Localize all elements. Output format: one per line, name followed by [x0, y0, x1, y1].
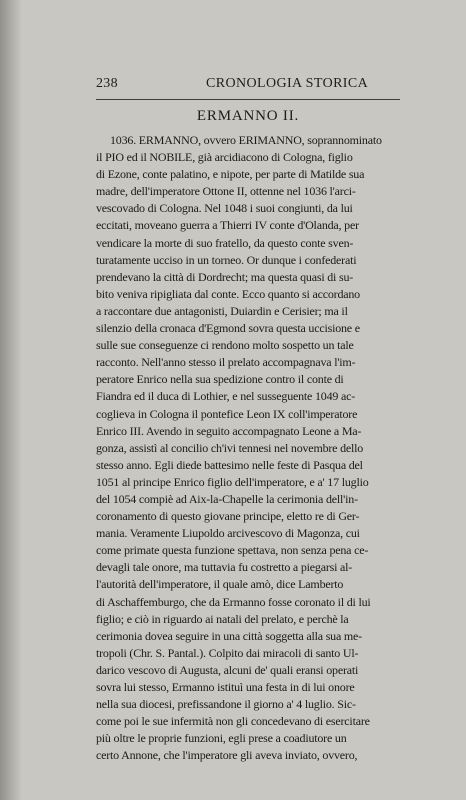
text-line: come primate questa funzione spettava, non senza pena ce-: [96, 543, 369, 558]
text-line: a raccontare due antagonisti, Duiardin e Cerisier; ma il: [96, 303, 348, 318]
text-line: sovra lui stesso, Ermanno istituì una festa in di lui onore: [96, 680, 355, 694]
page-number: 238: [96, 76, 118, 91]
text-line: più oltre le proprie funzioni, egli prese a coadiutore un: [96, 731, 347, 746]
text-line: tropoli (Chr. S. Pantal.). Colpito dai miracoli di santo Ul-: [96, 645, 359, 660]
text-line: certo Annone, che l'imperatore gli aveva inviato, ovvero,: [96, 748, 358, 763]
text-line: coronamento di questo giovane principe, eletto re di Ger-: [96, 509, 360, 524]
running-header: [96, 76, 390, 96]
section-title: ERMANNO II.: [196, 108, 300, 124]
text-line: stesso anno. Egli diede battesimo nelle feste di Pasqua del: [96, 457, 363, 472]
text-line: cerimonia dovea seguire in una città soggetta alla sua me-: [96, 628, 362, 643]
text-line: di Ezone, conte palatino, e nipote, per parte di Matilde sua: [96, 167, 365, 182]
page-edge-shadow: [0, 0, 22, 800]
text-line: prendevano la città di Dordrecht; ma questa quasi di su-: [96, 269, 354, 284]
text-line: vescovado di Cologna. Nel 1048 i suoi congiunti, da lui: [96, 201, 353, 216]
text-line: 1051 al principe Enrico figlio dell'imperatore, e a' 17 luglio: [96, 474, 369, 489]
text-line: eccitati, moveano guerra a Thierri IV conte d'Olanda, per: [96, 218, 359, 233]
text-line: figlio; e ciò in riguardo ai natali del prelato, e perchè la: [96, 611, 349, 626]
body-text: [96, 132, 400, 764]
text-line: come poi le sue infermità non gli concedevano di esercitare: [96, 714, 370, 729]
text-line: del 1054 compiè ad Aix-la-Chapelle la cerimonia dell'in-: [96, 491, 358, 506]
text-line: madre, dell'imperatore Ottone II, ottenne nel 1036 l'arci-: [96, 184, 356, 199]
text-line: darico vescovo di Augusta, alcuni de' quali eransi operati: [96, 662, 359, 677]
text-line: 1036. ERMANNO, ovvero ERIMANNO, soprannominato: [110, 133, 382, 147]
text-line: vendicare la morte di suo fratello, da questo conte sven-: [96, 235, 354, 250]
text-line: bito veniva ripigliata dal conte. Ecco quanto si accordano: [96, 286, 360, 301]
text-line: gonza, assistì al concilio ch'ivi tennesi nel novembre dello: [96, 440, 364, 455]
text-line: il PIO ed il NOBILE, già arcidiacono di Cologna, figlio: [96, 150, 353, 165]
text-line: Enrico III. Avendo in seguito accompagnato Leone a Ma-: [96, 423, 362, 438]
text-line: racconto. Nell'anno stesso il prelato accompagnava l'im-: [96, 355, 356, 370]
header-rule: [96, 99, 400, 100]
text-line: l'autorità dell'imperatore, il quale amò, dice Lamberto: [96, 577, 344, 592]
text-line: Fiandra ed il duca di Lothier, e nel susseguente 1049 ac-: [96, 389, 356, 404]
text-line: peratore Enrico nella sua spedizione contro il conte di: [96, 372, 344, 387]
text-line: nella sua diocesi, prefissandone il giorno a' 4 luglio. Sic-: [96, 697, 356, 712]
text-line: mania. Veramente Liupoldo arcivescovo di Magonza, cui: [96, 526, 360, 541]
text-line: coglieva in Cologna il pontefice Leon IX coll'imperatore: [96, 406, 358, 421]
text-line: turatamente ucciso in un torneo. Or dunque i confederati: [96, 252, 357, 267]
running-title: CRONOLOGIA STORICA: [206, 76, 369, 91]
text-line: devagli tale onore, ma tuttavia fu costretto a piegarsi al-: [96, 560, 353, 575]
text-line: silenzio della cronaca d'Egmond sovra questa uccisione e: [96, 321, 360, 336]
text-line: di Aschaffemburgo, che da Ermanno fosse coronato il di lui: [96, 594, 371, 609]
text-line: sulle sue conseguenze ci rendono molto sospetto un tale: [96, 338, 354, 353]
